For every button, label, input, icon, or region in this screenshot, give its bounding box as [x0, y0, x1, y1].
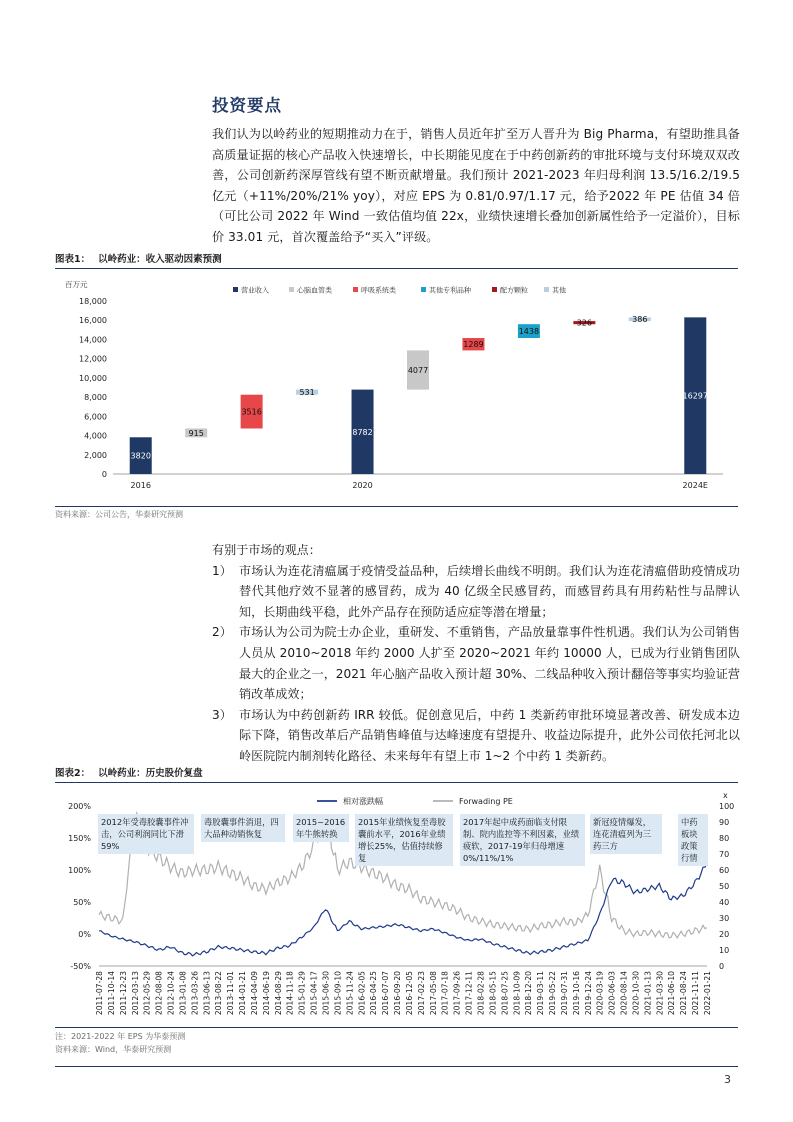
- left-y-tick: 100%: [68, 866, 91, 875]
- y-tick-label: 10,000: [79, 373, 107, 383]
- x-tick-label: 2020-06-03: [607, 971, 617, 1016]
- x-tick-label: 2020-08-14: [619, 971, 629, 1016]
- right-y-tick: 40: [719, 898, 730, 907]
- left-y-tick: 150%: [68, 834, 91, 843]
- left-y-tick: -50%: [70, 962, 91, 971]
- right-y-tick: 20: [719, 930, 730, 939]
- y-axis-unit: 百万元: [65, 280, 88, 289]
- figure2-source: 资料来源：Wind，华泰研究预测: [55, 1045, 172, 1054]
- right-axis-unit: x: [723, 791, 728, 800]
- chart-annotation: 中药板块政策行情: [678, 814, 708, 866]
- left-y-tick: 50%: [73, 898, 91, 907]
- x-tick-label: 2013-08-22: [214, 971, 224, 1016]
- x-tick-label: 2017-05-08: [428, 971, 438, 1016]
- y-tick-label: 6,000: [84, 412, 107, 422]
- figure2-label: 图表2：: [55, 768, 91, 779]
- x-tick-label: 2019-03-11: [536, 971, 546, 1016]
- y-tick-label: 0: [101, 470, 107, 479]
- view-item: [212, 622, 740, 704]
- x-tick-label: 2013-01-08: [178, 971, 188, 1016]
- x-tick-label: 2015-04-17: [309, 971, 319, 1016]
- x-tick-label: 2020-10-30: [631, 971, 641, 1016]
- x-tick-label: 2020-03-19: [595, 971, 605, 1016]
- x-tick-label: 2021-11-11: [691, 971, 701, 1016]
- intro-paragraph: 我们认为以岭药业的短期推动力在于，销售人员近年扩至万人晋升为 Big Pharma，有望助推具备高质量证据的核心产品收入快速增长，中长期能见度在于中药创新药的审批环境与支付环境双双改善，公司创新药深厚管线有望不断贡献增量。我们预计 2021-2023 年归母利润 13.5/16.2/19.5 亿元（+11%/20%/21% yoy），对应 EPS 为 0.81/0.97/1.17 元，给予2022 年 PE 估值 34 倍（可比公司 2022 年 Wind 一致估值均值 22x，业绩快速增长叠加创新属性给予一定溢价），目标价 33.01 元，首次覆盖给予“买入”评级。: [212, 127, 740, 244]
- x-tick-label: 2012-03-13: [130, 971, 140, 1016]
- legend-swatch: [421, 287, 426, 292]
- right-y-tick: 10: [719, 946, 730, 955]
- bar-data-label: 386: [632, 315, 648, 325]
- view-text: 市场认为公司为院士办企业，重研发、不重销售，产品放量靠事件性机遇。我们认为公司销售人员从 2010~2018 年约 2000 人扩至 2020~2021 年约 10000 人，已成为行业销售团队最大的企业之一，2021 年心脑产品收入预计超 30%、二线品种收入预计翻倍等事实均验证营销改革成效；: [239, 625, 740, 702]
- x-tick-label: 2022-01-21: [703, 971, 712, 1016]
- x-tick-label: 2024E: [682, 481, 708, 490]
- view-number: 1）: [212, 563, 232, 578]
- x-tick-label: 2018-10-09: [512, 971, 522, 1016]
- right-y-tick: 30: [719, 914, 730, 923]
- legend-label: 其他: [552, 286, 566, 295]
- x-tick-label: 2019-12-24: [583, 971, 593, 1016]
- x-tick-label: 2013-06-13: [202, 971, 212, 1016]
- x-tick-label: 2011-10-14: [106, 971, 116, 1016]
- x-tick-label: 2021-03-30: [655, 971, 665, 1016]
- x-tick-label: 2016-04-25: [369, 971, 379, 1016]
- x-tick-label: 2013-03-26: [190, 971, 200, 1016]
- bar-data-label: 1438: [518, 327, 540, 337]
- legend-label: 心脑血管类: [297, 286, 332, 295]
- x-tick-label: 2017-07-18: [440, 971, 450, 1016]
- chart-annotation: 新冠疫情爆发，连花清瘟列为三药三方: [590, 814, 662, 854]
- figure1-title: 以岭药业：收入驱动因素预测: [98, 254, 222, 265]
- x-tick-label: 2014-01-21: [238, 971, 248, 1016]
- view-number: 2）: [212, 625, 232, 640]
- figure1-source-rule: [55, 506, 738, 507]
- x-tick-label: 2012-05-29: [142, 971, 152, 1016]
- right-y-tick: 50: [719, 882, 730, 891]
- market-views: [212, 540, 740, 767]
- bar-data-label: 16297: [682, 391, 708, 401]
- relative-change-line: [99, 864, 707, 956]
- x-tick-label: 2011-07-28: [95, 971, 104, 1016]
- x-tick-label: 2016-02-05: [357, 971, 367, 1016]
- bar-data-label: 3820: [130, 451, 151, 461]
- bar-data-label: 3516: [241, 407, 262, 417]
- x-tick-label: 2018-12-20: [524, 971, 534, 1016]
- view-text: 市场认为连花清瘟属于疫情受益品种，后续增长曲线不明朗。我们认为连花清瘟借助疫情成功替代其他疗效不显著的感冒药，成为 40 亿级全民感冒药，而感冒药具有用药粘性与品牌认知，长期曲线平稳，此外产品存在预防适应症等潜在增量；: [239, 563, 740, 619]
- footer-rule: [55, 1066, 738, 1067]
- right-y-tick: 0: [719, 962, 725, 971]
- y-tick-label: 2,000: [84, 450, 107, 460]
- legend-label: 其他专利品种: [429, 286, 471, 295]
- right-y-tick: 70: [719, 850, 730, 859]
- bar-data-label: 915: [188, 428, 204, 438]
- x-tick-label: 2013-11-01: [226, 971, 236, 1016]
- y-tick-label: 8,000: [84, 393, 107, 403]
- legend-label: 营业收入: [241, 286, 269, 295]
- y-tick-label: 16,000: [79, 316, 107, 326]
- x-tick-label: 2016-12-05: [404, 971, 414, 1016]
- figure2-note: 注：2021-2022 年 EPS 为华泰预测: [55, 1032, 186, 1041]
- x-tick-label: 2014-06-19: [261, 971, 271, 1016]
- y-tick-label: 12,000: [79, 354, 107, 364]
- legend-label: 呼吸系统类: [361, 286, 396, 295]
- x-tick-label: 2015-09-10: [333, 971, 343, 1016]
- figure2-caption: [55, 765, 738, 783]
- x-tick-label: 2014-04-09: [249, 971, 259, 1016]
- legend-label: 配方颗粒: [500, 286, 528, 295]
- x-tick-label: 2018-07-25: [500, 971, 510, 1016]
- page-number: 3: [724, 1073, 731, 1086]
- x-tick-label: 2017-09-26: [452, 971, 462, 1016]
- x-tick-label: 2021-06-10: [667, 971, 677, 1016]
- chart-annotation: 2012年受毒胶囊事件冲击，公司利润同比下滑59%: [98, 814, 194, 854]
- figure1-label: 图表1：: [55, 254, 91, 265]
- left-y-tick: 200%: [68, 802, 91, 811]
- x-tick-label: 2015-11-24: [345, 971, 355, 1016]
- legend-swatch: [544, 287, 549, 292]
- figure1-caption: [55, 251, 738, 269]
- figure1-source: 资料来源：公司公告，华泰研究预测: [55, 510, 183, 519]
- legend-swatch: [353, 287, 358, 292]
- y-tick-label: 4,000: [84, 431, 107, 441]
- x-tick-label: 2016-09-20: [393, 971, 403, 1016]
- view-text: 市场认为中药创新药 IRR 较低。促创意见后，中药 1 类新药审批环境显著改善、研发成本边际下降，销售改革后产品销售峰值与达峰速度有望提升、收益边际提升，此外公司依托河北以岭医院院内制剂转化路径、未来每年有望上市 1~2 个中药 1 类新药。: [239, 707, 740, 763]
- x-tick-label: 2017-12-11: [464, 971, 474, 1016]
- legend-swatch: [233, 287, 238, 292]
- chart-annotation: 2015年业绩恢复至毒胶囊前水平，2016年业绩增长25%，估值持续修复: [355, 814, 453, 866]
- x-tick-label: 2015-01-29: [297, 971, 307, 1016]
- x-tick-label: 2021-01-13: [643, 971, 653, 1016]
- x-tick-label: 2012-08-08: [154, 971, 164, 1016]
- x-tick-label: 2018-02-28: [476, 971, 486, 1016]
- chart-annotation: 毒胶囊事件消退，四大品种动销恢复: [201, 814, 285, 842]
- right-y-tick: 100: [719, 802, 735, 811]
- x-tick-label: 2019-05-22: [548, 971, 558, 1016]
- x-tick-label: 2019-07-31: [559, 971, 569, 1016]
- legend-label: 相对涨跌幅: [343, 797, 383, 806]
- right-y-tick: 90: [719, 818, 730, 827]
- view-item: [212, 561, 740, 623]
- y-tick-label: 14,000: [79, 335, 107, 345]
- figure2-source-rule: [55, 1027, 738, 1028]
- x-tick-label: 2015-06-30: [321, 971, 331, 1016]
- x-tick-label: 2020: [352, 481, 373, 490]
- right-y-tick: 60: [719, 866, 730, 875]
- chart-annotation: 2017年起中成药面临支付限制、院内监控等不利因素，业绩疲软，2017-19年归母增速0%/11%/1%: [460, 814, 585, 866]
- x-tick-label: 2021-08-24: [679, 971, 689, 1016]
- bar-data-label: 326: [576, 318, 593, 328]
- legend-swatch: [289, 287, 294, 292]
- x-tick-label: 2016: [130, 481, 151, 490]
- x-tick-label: 2018-05-15: [488, 971, 498, 1016]
- right-y-tick: 80: [719, 834, 730, 843]
- bar-data-label: 1289: [463, 340, 484, 350]
- left-y-tick: 0%: [78, 930, 91, 939]
- section-title: 投资要点: [212, 96, 282, 115]
- chart-annotation: 2015~2016年牛熊转换: [293, 814, 349, 842]
- x-tick-label: 2017-02-23: [416, 971, 426, 1016]
- x-tick-label: 2014-11-18: [285, 971, 295, 1016]
- figure2-title: 以岭药业：历史股价复盘: [98, 768, 203, 779]
- bar-data-label: 531: [299, 388, 315, 398]
- bar-data-label: 4077: [407, 366, 429, 376]
- views-heading: 有别于市场的观点：: [212, 543, 321, 557]
- x-tick-label: 2016-07-07: [381, 971, 391, 1016]
- x-tick-label: 2011-12-23: [118, 971, 128, 1016]
- y-tick-label: 18,000: [79, 297, 107, 306]
- view-item: [212, 705, 740, 767]
- revenue-waterfall-chart: [55, 270, 738, 502]
- x-tick-label: 2012-10-24: [166, 971, 176, 1016]
- legend-label: Forwading PE: [459, 797, 513, 806]
- x-tick-label: 2014-08-29: [273, 971, 283, 1016]
- x-tick-label: 2019-10-16: [571, 971, 581, 1016]
- legend-swatch: [492, 287, 497, 292]
- view-number: 3）: [212, 707, 232, 722]
- bar-data-label: 8782: [352, 427, 373, 437]
